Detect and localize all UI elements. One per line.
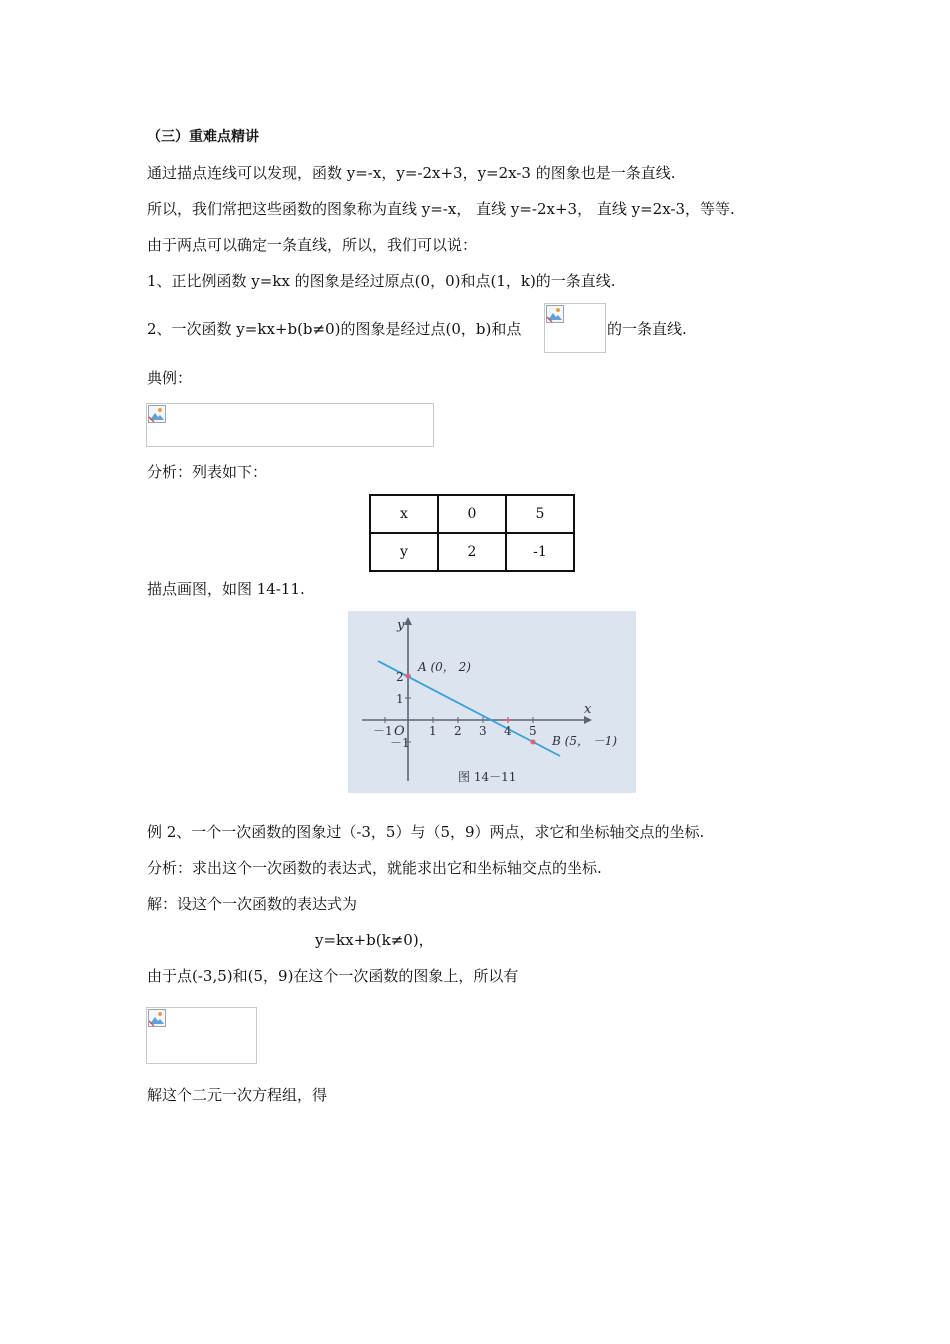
paragraph: 2、一次函数 y=kx+b(b≠0)的图象是经过点(0，b)和点: [147, 320, 522, 338]
graph-svg: [348, 611, 636, 793]
figure-14-11: [348, 611, 636, 793]
table-cell: 0: [438, 495, 506, 533]
table-cell: x: [370, 495, 438, 533]
x-tick-label: 1: [429, 724, 437, 738]
x-tick-label: 3: [479, 724, 487, 738]
paragraph: 描点画图，如图 14-11.: [147, 580, 305, 598]
section-title: （三）重难点精讲: [147, 129, 259, 145]
paragraph: 典例：: [147, 369, 193, 387]
example-image-placeholder: [146, 403, 434, 447]
x-tick-label: 4: [504, 724, 512, 738]
table-cell: y: [370, 533, 438, 571]
axis-label-x: x: [584, 702, 592, 717]
origin-label: O: [394, 724, 405, 739]
paragraph: 通过描点连线可以发现，函数 y=-x，y=-2x+3，y=2x-3 的图象也是一条直线.: [147, 164, 676, 182]
paragraph: 解：设这个一次函数的表达式为: [147, 895, 358, 913]
figure-caption: 图 14－11: [458, 770, 517, 784]
point-b: [531, 740, 536, 745]
y-axis-arrow: [404, 617, 412, 625]
value-table: [369, 494, 575, 572]
paragraph: 分析：求出这个一次函数的表达式，就能求出它和坐标轴交点的坐标.: [147, 859, 602, 877]
paragraph: 解这个二元一次方程组，得: [147, 1086, 328, 1104]
broken-image-icon: [546, 305, 564, 323]
y-tick-label: －1: [390, 736, 410, 750]
table-cell: 2: [438, 533, 506, 571]
axis-label-y: y: [397, 618, 405, 633]
table-row: [370, 533, 574, 571]
paragraph: 的一条直线.: [607, 320, 687, 338]
x-tick-label: 2: [454, 724, 462, 738]
paragraph: 1、正比例函数 y=kx 的图象是经过原点(0，0)和点(1，k)的一条直线.: [147, 272, 616, 290]
formula-line: y=kx+b(k≠0)，: [315, 931, 434, 949]
table-cell: -1: [506, 533, 574, 571]
paragraph: 所以，我们常把这些函数的图象称为直线 y=-x， 直线 y=-2x+3， 直线 y=2x-3，等等.: [147, 200, 735, 218]
equation-image-placeholder: [146, 1007, 257, 1064]
x-axis-arrow: [584, 716, 592, 724]
y-tick-label: 2: [396, 670, 404, 684]
point-b-label: B (5， －1): [552, 734, 618, 748]
table-row: [370, 495, 574, 533]
paragraph: 由于两点可以确定一条直线，所以，我们可以说：: [147, 236, 478, 254]
broken-image-icon: [148, 1009, 166, 1027]
paragraph: 例 2、一个一次函数的图象过（-3，5）与（5，9）两点，求它和坐标轴交点的坐标.: [147, 823, 705, 841]
point-a: [406, 674, 411, 679]
point-a-label: A (0， 2): [418, 660, 471, 674]
paragraph: 由于点(-3,5)和(5，9)在这个一次函数的图象上，所以有: [147, 967, 519, 985]
table-cell: 5: [506, 495, 574, 533]
y-tick-label: 1: [396, 692, 404, 706]
x-tick-label: 5: [529, 724, 537, 738]
paragraph: 分析：列表如下：: [147, 463, 268, 481]
broken-image-icon: [148, 405, 166, 423]
formula-image-placeholder: [544, 303, 606, 353]
x-tick-label: －1: [373, 724, 393, 738]
